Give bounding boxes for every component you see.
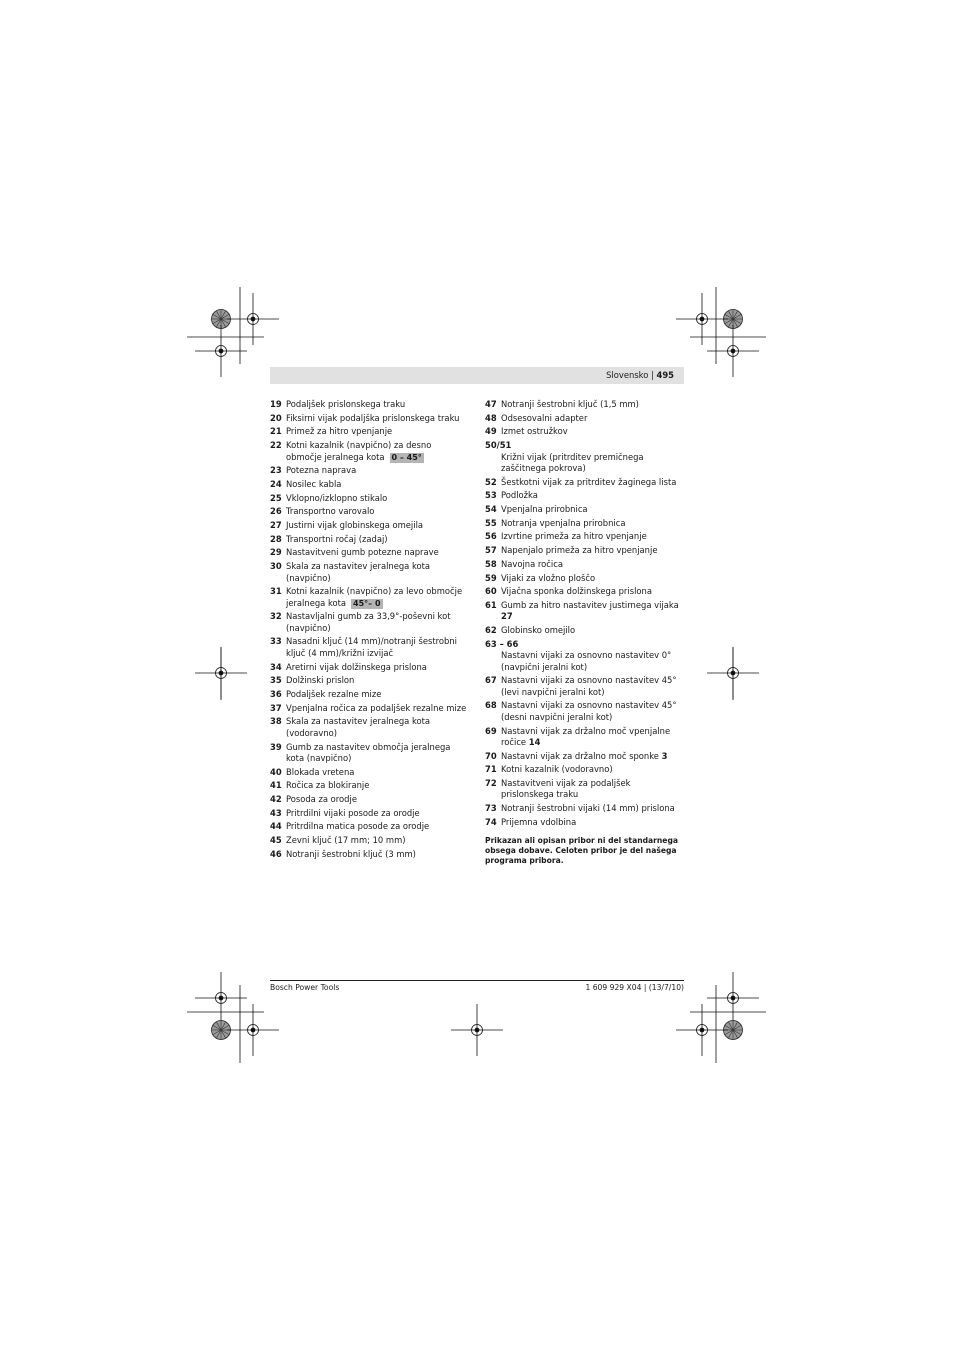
item-label: Potezna naprava: [286, 465, 357, 476]
item-text: [286, 534, 388, 544]
item-label: Izvrtine primeža za hitro vpenjanje: [501, 531, 647, 542]
list-item: [270, 493, 468, 504]
parts-list-left: [270, 399, 468, 863]
list-item: [485, 573, 683, 584]
list-item: [270, 703, 468, 714]
item-number: 33: [270, 636, 282, 647]
list-item: [270, 561, 468, 584]
list-item: [485, 399, 683, 410]
item-number: 31: [270, 586, 282, 597]
angle-range-badge: 45°– 0: [353, 598, 381, 608]
item-number: 60: [485, 586, 497, 597]
list-item: [485, 675, 683, 698]
item-number: 48: [485, 412, 497, 423]
item-number: 61: [485, 599, 497, 610]
item-label: Vpenjalna prirobnica: [501, 504, 588, 515]
item-label: Gumb za nastavitev območja jeralnega kota (navpično): [286, 741, 451, 763]
item-text: [501, 531, 647, 541]
item-text: [286, 399, 405, 409]
list-item: [485, 586, 683, 597]
footer-rule: [270, 980, 684, 981]
item-text: [501, 545, 657, 555]
list-item: [270, 636, 468, 659]
list-item: [485, 440, 683, 474]
item-number: 45: [270, 835, 282, 846]
item-label: Nastavljalni gumb za 33,9°-poševni kot (navpično): [286, 611, 451, 633]
list-item: [485, 700, 683, 723]
item-text: [286, 493, 387, 503]
list-item: [485, 477, 683, 488]
item-text: [501, 764, 613, 774]
list-item: [485, 803, 683, 814]
list-item: [485, 504, 683, 515]
item-text: [286, 506, 374, 516]
item-number: 74: [485, 816, 497, 827]
list-item: [270, 399, 468, 410]
item-number: 73: [485, 803, 497, 814]
item-number: 25: [270, 492, 282, 503]
page-number: 495: [656, 370, 674, 380]
list-item: [270, 689, 468, 700]
list-item: [270, 611, 468, 634]
item-text: [501, 751, 667, 761]
item-label: Napenjalo primeža za hitro vpenjanje: [501, 545, 658, 556]
item-number: 69: [485, 725, 497, 736]
item-label: Odsesovalni adapter: [501, 412, 588, 423]
footer-doc-id: 1 609 929 X04 | (13/7/10): [585, 983, 684, 992]
list-item: [485, 751, 683, 762]
item-number: 54: [485, 504, 497, 515]
list-item: [270, 808, 468, 819]
item-number: 24: [270, 478, 282, 489]
item-text: [501, 726, 670, 747]
item-number: 63 – 66: [485, 638, 519, 649]
list-item: [485, 625, 683, 636]
item-label: Notranji šestrobni ključ (3 mm): [286, 848, 416, 859]
item-reference: 14: [528, 736, 541, 747]
item-text: [501, 504, 588, 514]
item-label: Podaljšek prislonskega traku: [286, 399, 406, 409]
list-item: [485, 413, 683, 424]
list-item: [270, 794, 468, 805]
item-text: [485, 650, 683, 673]
item-label: Nastavni vijak za držalno moč vpenjalne ročice: [501, 725, 671, 747]
list-item: [485, 531, 683, 542]
list-item: [270, 821, 468, 832]
item-number: 43: [270, 807, 282, 818]
item-text: [501, 413, 587, 423]
list-item: [270, 835, 468, 846]
item-text: [286, 703, 466, 713]
list-item: [270, 547, 468, 558]
list-item: [270, 413, 468, 424]
item-label: Vpenjalna ročica za podaljšek rezalne mize: [286, 702, 467, 713]
list-item: [270, 767, 468, 778]
item-number: 27: [270, 520, 282, 531]
item-label: Notranja vpenjalna prirobnica: [501, 517, 626, 528]
item-label: Nasadni ključ (14 mm)/notranji šestrobni ključ (4 mm)/križni izvijač: [286, 636, 457, 658]
item-number: 71: [485, 764, 497, 775]
item-number: 20: [270, 412, 282, 423]
footer-brand: Bosch Power Tools: [270, 983, 340, 992]
item-label: Prijemna vdolbina: [501, 816, 577, 827]
list-item: [270, 520, 468, 531]
item-number: 50/51: [485, 440, 512, 451]
item-text: [286, 520, 423, 530]
item-text: [286, 465, 356, 475]
item-number: 49: [485, 426, 497, 437]
item-text: [501, 778, 631, 799]
item-label: Ročica za blokiranje: [286, 780, 370, 791]
item-number: 22: [270, 440, 282, 451]
page-header: [270, 367, 684, 384]
list-item: [270, 506, 468, 517]
item-number: 47: [485, 399, 497, 409]
item-label: Pritrdilni vijaki posode za orodje: [286, 807, 420, 818]
item-number: 41: [270, 780, 282, 791]
list-item: [485, 600, 683, 623]
item-text: [286, 611, 451, 632]
item-text: [286, 413, 459, 423]
item-number: 28: [270, 533, 282, 544]
item-label: Skala za nastavitev jeralnega kota (navpično): [286, 561, 431, 583]
item-number: 26: [270, 506, 282, 517]
item-text: [286, 742, 450, 763]
item-number: 62: [485, 625, 497, 636]
item-label: Kotni kazalnik (navpično) za levo območje jeralnega kota: [286, 586, 463, 608]
item-text: [501, 675, 677, 696]
item-number: 39: [270, 741, 282, 752]
list-item: [270, 586, 468, 609]
list-item: [270, 662, 468, 673]
item-text: [501, 477, 676, 487]
angle-range-badge: 0 – 45°: [391, 452, 422, 462]
item-number: 19: [270, 399, 282, 409]
item-text: [501, 700, 677, 721]
item-text: [501, 399, 639, 409]
item-label: Fiksirni vijak podaljška prislonskega traku: [286, 412, 460, 423]
item-number: 44: [270, 821, 282, 832]
item-label: Kotni kazalnik (vodoravno): [501, 764, 613, 775]
item-label: Vijaki za vložno ploščo: [501, 572, 596, 583]
item-text: [501, 600, 679, 621]
item-label: Navojna ročica: [501, 558, 563, 569]
list-item: [270, 780, 468, 791]
item-number: 21: [270, 426, 282, 437]
item-number: 67: [485, 675, 497, 686]
item-number: 30: [270, 561, 282, 572]
item-number: 55: [485, 517, 497, 528]
item-label: Transportno varovalo: [286, 506, 375, 517]
list-item: [270, 849, 468, 860]
item-label: Aretirni vijak dolžinskega prislona: [286, 661, 427, 672]
item-label: Vijačna sponka dolžinskega prislona: [501, 586, 652, 597]
item-number: 23: [270, 465, 282, 476]
item-number: 68: [485, 700, 497, 711]
list-item: [270, 465, 468, 476]
item-number: 34: [270, 661, 282, 672]
item-label: Nastavitveni vijak za podaljšek prislonskega traku: [501, 778, 631, 800]
item-number: 46: [270, 848, 282, 859]
list-item: [270, 675, 468, 686]
item-label: Izmet ostružkov: [501, 426, 568, 437]
item-number: 72: [485, 778, 497, 789]
item-text: [286, 440, 431, 461]
item-reference: 3: [661, 750, 668, 761]
item-text: [286, 675, 354, 685]
list-item: [485, 518, 683, 529]
list-item: [485, 545, 683, 556]
item-text: [286, 547, 439, 557]
list-item: [270, 440, 468, 463]
item-number: 52: [485, 476, 497, 487]
item-number: 56: [485, 531, 497, 542]
item-label: Nosilec kabla: [286, 478, 342, 489]
item-label: Notranji šestrobni ključ (1,5 mm): [501, 399, 639, 409]
list-item: [270, 479, 468, 490]
item-text: [286, 821, 429, 831]
item-text: [286, 586, 462, 607]
item-text: [286, 794, 357, 804]
item-number: 37: [270, 702, 282, 713]
item-text: [485, 452, 683, 475]
item-label: Transportni ročaj (zadaj): [286, 533, 388, 544]
list-item: [485, 764, 683, 775]
list-item: [485, 426, 683, 437]
accessory-note: Prikazan ali opisan pribor ni del standarnega obsega dobave. Celoten pribor je del našega programa pribora.: [485, 836, 679, 866]
item-number: 70: [485, 750, 497, 761]
item-label: Nastavni vijak za držalno moč sponke: [501, 750, 659, 761]
item-label: Podložka: [501, 490, 538, 501]
item-number: 35: [270, 675, 282, 686]
item-label: Dolžinski prislon: [286, 675, 355, 686]
header-separator: |: [651, 370, 654, 380]
item-text: [286, 479, 341, 489]
item-label: Nastavni vijaki za osnovno nastavitev 45° (levi navpični jeralni kot): [501, 675, 677, 697]
item-number: 59: [485, 572, 497, 583]
list-item: [485, 778, 683, 801]
item-label: Primež za hitro vpenjanje: [286, 426, 393, 437]
item-label: Gumb za hitro nastavitev justirnega vijaka: [501, 599, 679, 610]
item-text: [286, 808, 420, 818]
list-item: [485, 490, 683, 501]
item-text: [501, 625, 575, 635]
item-number: 58: [485, 558, 497, 569]
list-item: [270, 534, 468, 545]
list-item: [270, 716, 468, 739]
item-label: Pritrdilna matica posode za orodje: [286, 821, 430, 832]
item-label: Nastavni vijaki za osnovno nastavitev 45° (desni navpični jeralni kot): [501, 700, 677, 722]
parts-list-right: [485, 399, 683, 866]
item-text: [286, 662, 427, 672]
item-text: [286, 835, 406, 845]
item-number: 53: [485, 490, 497, 501]
item-text: [501, 817, 576, 827]
item-label: Podaljšek rezalne mize: [286, 688, 382, 699]
header-text: [606, 370, 674, 381]
list-item: [485, 559, 683, 570]
item-text: [286, 689, 381, 699]
item-text: [501, 573, 595, 583]
item-label: Šestkotni vijak za pritrditev žaginega lista: [501, 476, 677, 487]
item-text: [501, 559, 563, 569]
item-label: Vklopno/izklopno stikalo: [286, 492, 388, 503]
item-label: Justirni vijak globinskega omejila: [286, 520, 424, 531]
item-label: Zevni ključ (17 mm; 10 mm): [286, 835, 406, 846]
item-label: Skala za nastavitev jeralnega kota (vodoravno): [286, 716, 431, 738]
item-text: [501, 490, 538, 500]
item-reference: 27: [501, 611, 513, 622]
list-item: [485, 817, 683, 828]
item-text: [286, 767, 354, 777]
item-label: Kotni kazalnik (navpično) za desno območje jeralnega kota: [286, 440, 432, 462]
item-text: [286, 426, 392, 436]
item-number: 57: [485, 545, 497, 556]
item-number: 42: [270, 794, 282, 805]
item-label: Posoda za orodje: [286, 794, 357, 805]
item-text: [286, 716, 430, 737]
item-label: Notranji šestrobni vijaki (14 mm) prislona: [501, 803, 675, 814]
item-text: [286, 561, 430, 582]
item-text: [286, 780, 369, 790]
item-text: [501, 586, 652, 596]
item-number: 36: [270, 688, 282, 699]
item-label: Globinsko omejilo: [501, 625, 576, 636]
item-number: 38: [270, 716, 282, 727]
list-item: [270, 426, 468, 437]
item-number: 29: [270, 547, 282, 558]
item-text: [501, 803, 675, 813]
item-number: 40: [270, 766, 282, 777]
item-text: [501, 426, 568, 436]
header-language: Slovensko: [606, 370, 649, 380]
item-text: [286, 636, 457, 657]
list-item: [270, 742, 468, 765]
item-label: Blokada vretena: [286, 766, 355, 777]
item-text: [286, 849, 416, 859]
list-item: [485, 639, 683, 673]
item-label: Križni vijak (pritrditev premičnega zaščitnega pokrova): [501, 451, 644, 473]
list-item: [485, 726, 683, 749]
item-label: Nastavitveni gumb potezne naprave: [286, 547, 439, 558]
item-text: [501, 518, 625, 528]
item-label: Nastavni vijaki za osnovno nastavitev 0° (navpični jeralni kot): [501, 650, 672, 672]
item-number: 32: [270, 611, 282, 622]
